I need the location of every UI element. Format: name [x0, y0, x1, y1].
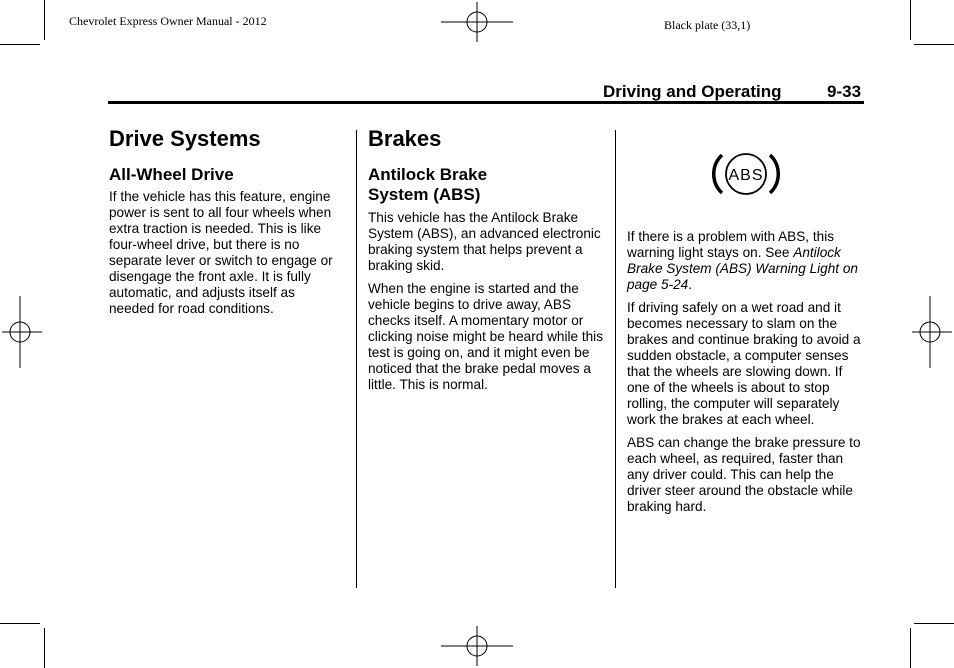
- crop-mark-bottom-left-vertical: [44, 628, 45, 668]
- registration-mark-bottom: [441, 626, 513, 666]
- section-title: Driving and Operating: [603, 82, 782, 101]
- paragraph-abs-self-check: When the engine is started and the vehicle begins to drive away, ABS checks itself. A momentary motor or clicking noise might be heard while this test is going on, and it might even be noticed that the brake pedal moves a little. This is normal.: [368, 281, 603, 392]
- crop-mark-bottom-right-vertical: [910, 628, 911, 668]
- abs-warning-light-cross-reference[interactable]: Antilock Brake System (ABS) Warning Light on page 5-24: [627, 245, 858, 292]
- crop-mark-top-left-horizontal: [0, 44, 40, 45]
- crop-mark-bottom-right-horizontal: [914, 623, 954, 624]
- plate-label: Black plate (33,1): [664, 18, 751, 32]
- subheading-abs-line1: Antilock Brake: [368, 165, 488, 184]
- subheading-all-wheel-drive: All-Wheel Drive: [109, 165, 234, 184]
- column-abs-details: [627, 229, 867, 522]
- paragraph-all-wheel-drive: If the vehicle has this feature, engine power is sent to all four wheels when extra traction is needed. This is like four-wheel drive, but there is no separate lever or switch to engage or disengage the front axle. It is fully automatic, and adjusts itself as needed for road conditions.: [109, 189, 333, 316]
- column-brakes: [368, 126, 604, 400]
- page-heading-brakes: Brakes: [368, 126, 442, 151]
- paragraph-abs-pressure: ABS can change the brake pressure to each wheel, as required, faster than any driver could. This can help the driver steer around the obstacle while braking hard.: [627, 435, 861, 514]
- page-number: 9-33: [827, 82, 862, 101]
- paragraph-abs-wet-road: If driving safely on a wet road and it becomes necessary to slam on the brakes and continue braking to avoid a sudden obstacle, a computer senses that the wheels are slowing down. If one of the wheels is about to stop rolling, the computer will separately work the brakes at each wheel.: [627, 300, 861, 427]
- abs-warning-icon: [712, 147, 780, 201]
- abs-icon-text: ABS: [728, 167, 764, 184]
- subheading-abs-line2: System (ABS): [368, 185, 481, 204]
- subheading-abs: [368, 165, 604, 205]
- paragraph-abs-warning: [627, 229, 867, 293]
- registration-mark-top: [441, 2, 513, 42]
- registration-mark-left: [2, 296, 42, 368]
- crop-mark-top-right-vertical: [910, 0, 911, 40]
- registration-mark-right: [912, 296, 952, 368]
- column-divider-2: [615, 130, 616, 588]
- crop-mark-top-left-vertical: [44, 0, 45, 40]
- abs-warning-text: If there is a problem with ABS, this warning light stays on. See: [627, 229, 835, 260]
- abs-warning-period: .: [688, 277, 693, 292]
- header-rule: [108, 101, 864, 104]
- column-divider-1: [356, 130, 357, 588]
- crop-mark-bottom-left-horizontal: [0, 623, 40, 624]
- page-heading-drive-systems: Drive Systems: [109, 126, 261, 151]
- manual-title: Chevrolet Express Owner Manual - 2012: [69, 14, 267, 28]
- column-drive-systems: [109, 126, 343, 324]
- crop-mark-top-right-horizontal: [914, 44, 954, 45]
- paragraph-abs-intro: This vehicle has the Antilock Brake System (ABS), an advanced electronic braking system that helps prevent a braking skid.: [368, 210, 601, 273]
